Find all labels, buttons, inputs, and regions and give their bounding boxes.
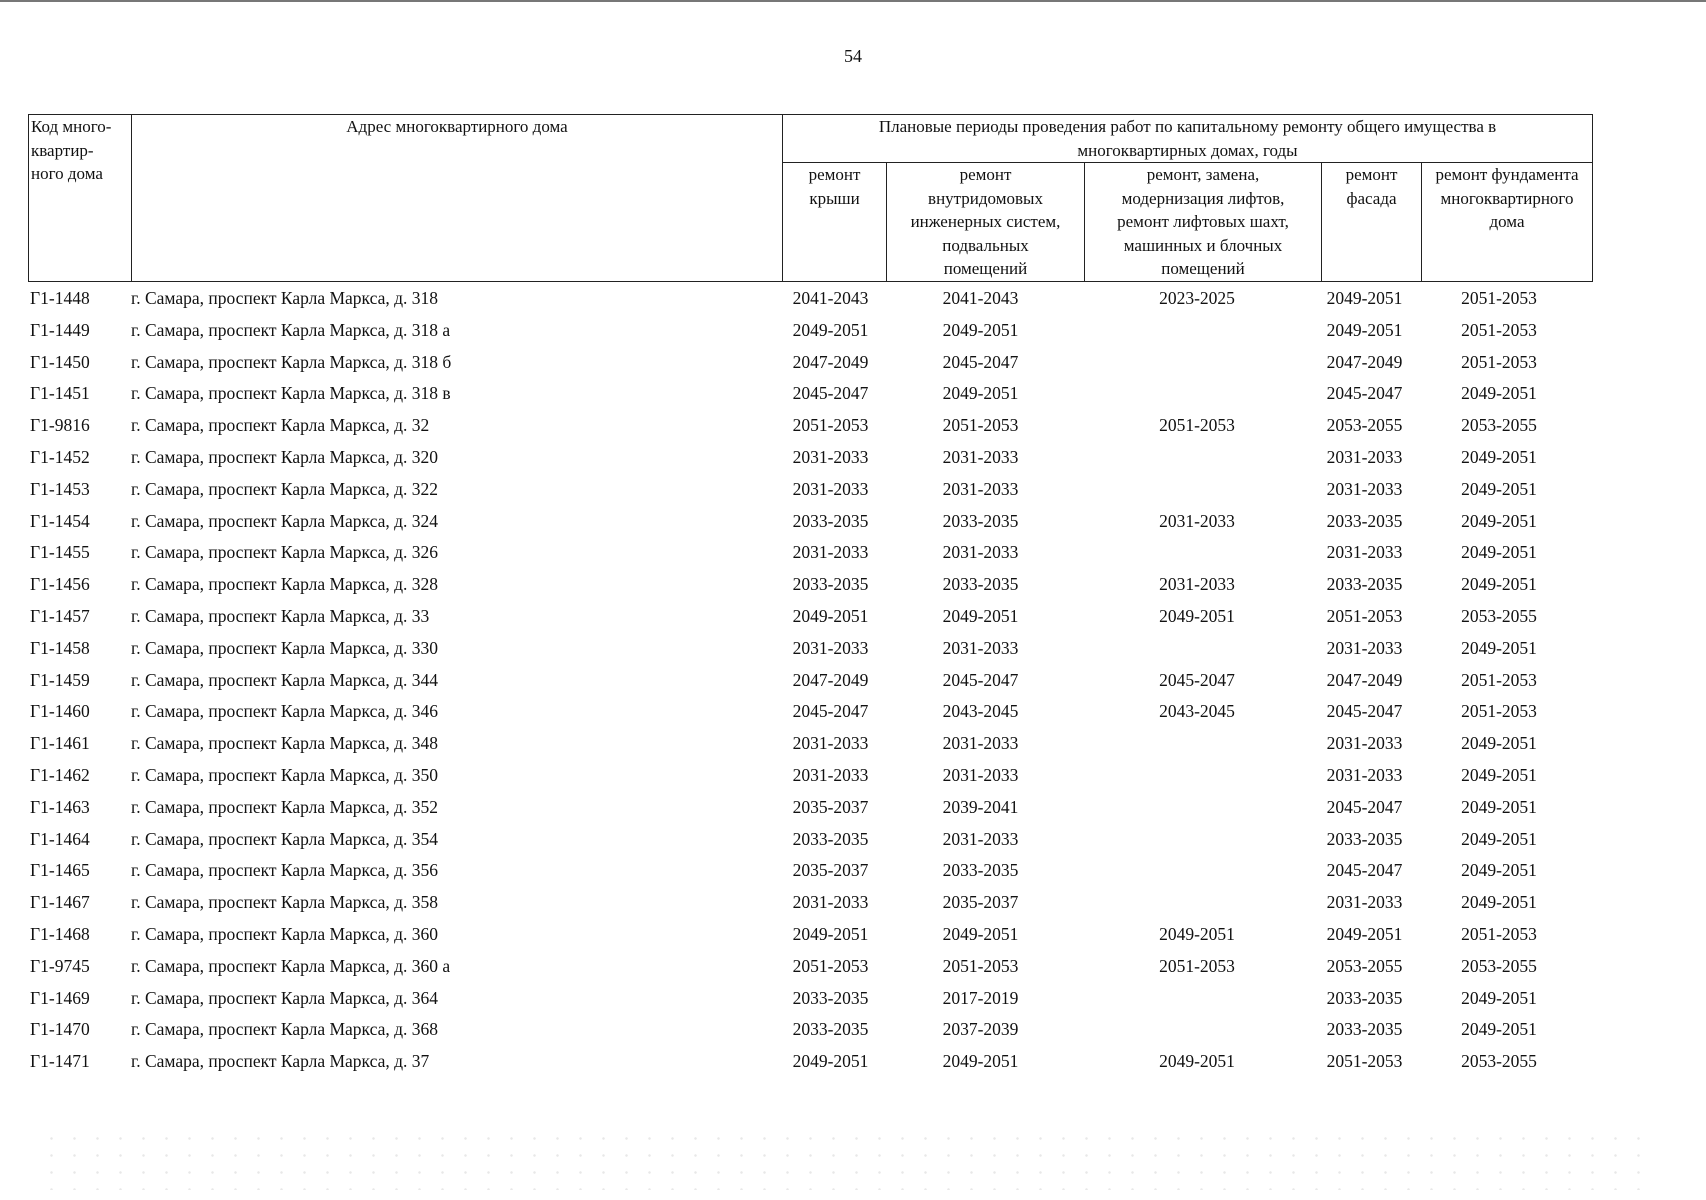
cell-code: Г1-1448	[30, 288, 90, 308]
table-row	[28, 320, 1588, 352]
cell-foundation: 2049-2051	[1461, 1019, 1537, 1040]
cell-code: Г1-1463	[30, 796, 90, 817]
cell-lift: 2049-2051	[1159, 1051, 1235, 1072]
cell-facade: 2033-2035	[1326, 1019, 1403, 1040]
header-engineering-line: инженерных систем,	[910, 212, 1061, 231]
cell-roof: 2031-2033	[792, 733, 869, 754]
header-foundation	[1422, 163, 1593, 282]
header-lift	[1085, 163, 1322, 282]
cell-facade: 2049-2051	[1326, 319, 1403, 340]
cell-roof: 2033-2035	[792, 510, 869, 531]
cell-engineering: 2043-2045	[942, 701, 1019, 722]
cell-foundation: 2049-2051	[1461, 637, 1537, 658]
table-row	[28, 479, 1588, 511]
cell-facade: 2045-2047	[1326, 383, 1403, 404]
header-engineering-line: помещений	[943, 259, 1028, 278]
cell-engineering: 2033-2035	[942, 510, 1019, 531]
cell-facade: 2031-2033	[1326, 542, 1403, 563]
header-foundation-line: дома	[1489, 212, 1525, 231]
cell-facade: 2053-2055	[1326, 955, 1403, 976]
cell-lift: 2031-2033	[1159, 510, 1235, 531]
cell-facade: 2047-2049	[1326, 669, 1403, 690]
cell-foundation: 2049-2051	[1461, 510, 1537, 531]
cell-roof: 2031-2033	[792, 892, 869, 913]
cell-engineering: 2033-2035	[942, 860, 1019, 881]
cell-roof: 2033-2035	[792, 828, 869, 849]
cell-code: Г1-1449	[30, 319, 90, 340]
cell-code: Г1-1461	[30, 733, 90, 754]
cell-foundation: 2049-2051	[1461, 796, 1537, 817]
cell-code: Г1-1464	[30, 828, 90, 849]
cell-foundation: 2053-2055	[1461, 605, 1537, 626]
cell-address: г. Самара, проспект Карла Маркса, д. 360	[131, 923, 439, 944]
header-lift-line: модернизация лифтов,	[1121, 188, 1285, 208]
table-row	[28, 511, 1588, 543]
cell-engineering: 2017-2019	[942, 987, 1019, 1008]
cell-foundation: 2053-2055	[1461, 1051, 1537, 1072]
cell-address: г. Самара, проспект Карла Маркса, д. 346	[131, 701, 439, 722]
header-periods-line: многоквартирных домах, годы	[1077, 140, 1298, 160]
table-row	[28, 415, 1588, 447]
cell-engineering: 2035-2037	[942, 892, 1019, 913]
cell-facade: 2045-2047	[1326, 860, 1403, 881]
cell-engineering: 2049-2051	[942, 923, 1019, 944]
header-lift-line: ремонт, замена,	[1146, 165, 1260, 184]
cell-facade: 2033-2035	[1326, 987, 1403, 1008]
table-row	[28, 288, 1588, 320]
cell-address: г. Самара, проспект Карла Маркса, д. 326	[131, 542, 439, 563]
cell-roof: 2041-2043	[792, 288, 869, 308]
cell-roof: 2049-2051	[792, 1051, 869, 1072]
header-engineering-line: подвальных	[942, 235, 1029, 255]
header-lift-line: машинных и блочных	[1123, 235, 1283, 255]
cell-code: Г1-9816	[30, 415, 90, 436]
cell-roof: 2047-2049	[792, 351, 869, 372]
cell-address: г. Самара, проспект Карла Маркса, д. 320	[131, 446, 439, 467]
cell-address: г. Самара, проспект Карла Маркса, д. 364	[131, 987, 439, 1008]
table-row	[28, 701, 1588, 733]
cell-code: Г1-1465	[30, 860, 90, 881]
cell-engineering: 2031-2033	[942, 828, 1019, 849]
header-roof	[783, 163, 887, 282]
cell-facade: 2031-2033	[1326, 637, 1403, 658]
cell-facade: 2051-2053	[1326, 605, 1403, 626]
cell-code: Г1-1460	[30, 701, 90, 722]
cell-address: г. Самара, проспект Карла Маркса, д. 352	[131, 796, 439, 817]
cell-foundation: 2051-2053	[1461, 319, 1537, 340]
header-roof-line: крыши	[809, 188, 860, 208]
cell-lift: 2045-2047	[1159, 669, 1235, 690]
table-row	[28, 988, 1588, 1020]
cell-facade: 2031-2033	[1326, 478, 1403, 499]
cell-foundation: 2049-2051	[1461, 383, 1537, 404]
cell-roof: 2045-2047	[792, 383, 869, 404]
cell-roof: 2033-2035	[792, 987, 869, 1008]
cell-engineering: 2045-2047	[942, 669, 1019, 690]
header-facade-line: фасада	[1346, 188, 1397, 208]
cell-roof: 2033-2035	[792, 1019, 869, 1040]
table-row	[28, 1019, 1588, 1051]
header-address	[132, 115, 783, 282]
cell-code: Г1-9745	[30, 955, 90, 976]
cell-foundation: 2053-2055	[1461, 955, 1537, 976]
header-foundation-line: многоквартирного	[1440, 188, 1574, 208]
cell-code: Г1-1471	[30, 1051, 90, 1072]
table-row	[28, 383, 1588, 415]
cell-engineering: 2031-2033	[942, 478, 1019, 499]
cell-engineering: 2045-2047	[942, 351, 1019, 372]
table-header	[28, 114, 1593, 282]
cell-foundation: 2051-2053	[1461, 351, 1537, 372]
cell-engineering: 2031-2033	[942, 542, 1019, 563]
cell-code: Г1-1456	[30, 574, 90, 595]
cell-address: г. Самара, проспект Карла Маркса, д. 328	[131, 574, 439, 595]
cell-facade: 2049-2051	[1326, 923, 1403, 944]
cell-engineering: 2031-2033	[942, 637, 1019, 658]
cell-address: г. Самара, проспект Карла Маркса, д. 318 б	[131, 351, 452, 372]
cell-facade: 2031-2033	[1326, 733, 1403, 754]
cell-address: г. Самара, проспект Карла Маркса, д. 354	[131, 828, 439, 849]
cell-foundation: 2049-2051	[1461, 478, 1537, 499]
cell-roof: 2031-2033	[792, 542, 869, 563]
cell-foundation: 2051-2053	[1461, 669, 1537, 690]
header-periods-group	[783, 115, 1593, 163]
cell-roof: 2033-2035	[792, 574, 869, 595]
table-row	[28, 352, 1588, 384]
cell-address: г. Самара, проспект Карла Маркса, д. 330	[131, 637, 439, 658]
cell-facade: 2045-2047	[1326, 701, 1403, 722]
cell-address: г. Самара, проспект Карла Маркса, д. 350	[131, 764, 439, 785]
cell-roof: 2031-2033	[792, 764, 869, 785]
cell-code: Г1-1459	[30, 669, 90, 690]
cell-foundation: 2049-2051	[1461, 860, 1537, 881]
header-periods-line: Плановые периоды проведения работ по капитальному ремонту общего имущества в	[878, 117, 1497, 136]
cell-roof: 2049-2051	[792, 605, 869, 626]
cell-facade: 2033-2035	[1326, 510, 1403, 531]
cell-engineering: 2051-2053	[942, 415, 1019, 436]
cell-engineering: 2033-2035	[942, 574, 1019, 595]
cell-address: г. Самара, проспект Карла Маркса, д. 344	[131, 669, 439, 690]
cell-facade: 2045-2047	[1326, 796, 1403, 817]
page-number: 54	[844, 46, 862, 66]
cell-foundation: 2049-2051	[1461, 987, 1537, 1008]
cell-roof: 2031-2033	[792, 478, 869, 499]
header-engineering-line: ремонт	[959, 165, 1012, 184]
cell-code: Г1-1452	[30, 446, 90, 467]
header-code-line: Код много-	[31, 117, 112, 136]
cell-engineering: 2037-2039	[942, 1019, 1019, 1040]
cell-code: Г1-1457	[30, 605, 90, 626]
table-row	[28, 1051, 1588, 1083]
cell-foundation: 2051-2053	[1461, 701, 1537, 722]
cell-foundation: 2053-2055	[1461, 415, 1537, 436]
cell-roof: 2049-2051	[792, 923, 869, 944]
cell-facade: 2051-2053	[1326, 1051, 1403, 1072]
cell-address: г. Самара, проспект Карла Маркса, д. 348	[131, 733, 439, 754]
header-code	[29, 115, 132, 282]
cell-address: г. Самара, проспект Карла Маркса, д. 318 в	[131, 383, 451, 404]
cell-engineering: 2041-2043	[942, 288, 1019, 308]
cell-engineering: 2051-2053	[942, 955, 1019, 976]
cell-facade: 2047-2049	[1326, 351, 1403, 372]
table-row	[28, 606, 1588, 638]
header-engineering-line: внутридомовых	[928, 188, 1043, 208]
table-row	[28, 829, 1588, 861]
cell-address: г. Самара, проспект Карла Маркса, д. 318	[131, 288, 439, 308]
cell-roof: 2051-2053	[792, 955, 869, 976]
cell-lift: 2049-2051	[1159, 605, 1235, 626]
cell-address: г. Самара, проспект Карла Маркса, д. 37	[131, 1051, 430, 1072]
cell-facade: 2031-2033	[1326, 764, 1403, 785]
cell-address: г. Самара, проспект Карла Маркса, д. 318 а	[131, 319, 451, 340]
header-foundation-line: ремонт фундамента	[1435, 165, 1579, 184]
table-row	[28, 733, 1588, 765]
header-facade	[1322, 163, 1422, 282]
cell-engineering: 2031-2033	[942, 764, 1019, 785]
table-row	[28, 797, 1588, 829]
cell-facade: 2033-2035	[1326, 828, 1403, 849]
cell-facade: 2049-2051	[1326, 288, 1403, 308]
cell-address: г. Самара, проспект Карла Маркса, д. 33	[131, 605, 430, 626]
header-engineering	[887, 163, 1085, 282]
cell-foundation: 2049-2051	[1461, 446, 1537, 467]
cell-address: г. Самара, проспект Карла Маркса, д. 322	[131, 478, 439, 499]
cell-code: Г1-1451	[30, 383, 90, 404]
cell-foundation: 2049-2051	[1461, 828, 1537, 849]
cell-address: г. Самара, проспект Карла Маркса, д. 358	[131, 892, 439, 913]
cell-code: Г1-1468	[30, 923, 90, 944]
table-row	[28, 542, 1588, 574]
cell-engineering: 2031-2033	[942, 733, 1019, 754]
table-row	[28, 924, 1588, 956]
header-address-label: Адрес многоквартирного дома	[346, 117, 568, 136]
cell-lift: 2049-2051	[1159, 923, 1235, 944]
cell-foundation: 2051-2053	[1461, 288, 1537, 308]
cell-address: г. Самара, проспект Карла Маркса, д. 360 а	[131, 955, 451, 976]
cell-roof: 2051-2053	[792, 415, 869, 436]
cell-engineering: 2049-2051	[942, 1051, 1019, 1072]
header-lift-line: ремонт лифтовых шахт,	[1117, 212, 1289, 231]
cell-code: Г1-1470	[30, 1019, 90, 1040]
cell-code: Г1-1469	[30, 987, 90, 1008]
cell-code: Г1-1453	[30, 478, 90, 499]
cell-foundation: 2049-2051	[1461, 574, 1537, 595]
cell-code: Г1-1467	[30, 892, 90, 913]
cell-lift: 2051-2053	[1159, 415, 1235, 436]
cell-lift: 2031-2033	[1159, 574, 1235, 595]
cell-engineering: 2049-2051	[942, 319, 1019, 340]
cell-lift: 2051-2053	[1159, 955, 1235, 976]
cell-foundation: 2049-2051	[1461, 542, 1537, 563]
table-body	[28, 288, 1588, 1083]
table-row	[28, 765, 1588, 797]
cell-roof: 2049-2051	[792, 319, 869, 340]
table-row	[28, 447, 1588, 479]
cell-facade: 2031-2033	[1326, 446, 1403, 467]
cell-foundation: 2051-2053	[1461, 923, 1537, 944]
cell-code: Г1-1455	[30, 542, 90, 563]
scan-noise	[40, 1130, 1660, 1190]
header-lift-line: помещений	[1161, 259, 1245, 278]
cell-roof: 2045-2047	[792, 701, 869, 722]
cell-code: Г1-1450	[30, 351, 90, 372]
table-row	[28, 638, 1588, 670]
cell-address: г. Самара, проспект Карла Маркса, д. 324	[131, 510, 439, 531]
top-rule	[0, 0, 1706, 2]
header-roof-line: ремонт	[808, 165, 861, 184]
cell-engineering: 2031-2033	[942, 446, 1019, 467]
header-code-line: квартир-	[31, 140, 94, 160]
cell-lift: 2043-2045	[1159, 701, 1235, 722]
cell-address: г. Самара, проспект Карла Маркса, д. 368	[131, 1019, 439, 1040]
table-row	[28, 574, 1588, 606]
cell-roof: 2031-2033	[792, 446, 869, 467]
cell-roof: 2035-2037	[792, 860, 869, 881]
header-facade-line: ремонт	[1345, 165, 1398, 184]
cell-foundation: 2049-2051	[1461, 733, 1537, 754]
cell-engineering: 2049-2051	[942, 383, 1019, 404]
cell-code: Г1-1454	[30, 510, 90, 531]
cell-facade: 2053-2055	[1326, 415, 1403, 436]
cell-facade: 2031-2033	[1326, 892, 1403, 913]
cell-engineering: 2049-2051	[942, 605, 1019, 626]
table-row	[28, 670, 1588, 702]
cell-code: Г1-1458	[30, 637, 90, 658]
cell-roof: 2035-2037	[792, 796, 869, 817]
cell-foundation: 2049-2051	[1461, 764, 1537, 785]
table-row	[28, 860, 1588, 892]
cell-foundation: 2049-2051	[1461, 892, 1537, 913]
cell-code: Г1-1462	[30, 764, 90, 785]
cell-facade: 2033-2035	[1326, 574, 1403, 595]
cell-engineering: 2039-2041	[942, 796, 1019, 817]
cell-roof: 2031-2033	[792, 637, 869, 658]
table-row	[28, 956, 1588, 988]
table-row	[28, 892, 1588, 924]
cell-address: г. Самара, проспект Карла Маркса, д. 32	[131, 415, 430, 436]
cell-lift: 2023-2025	[1159, 288, 1235, 308]
header-code-line: ного дома	[31, 164, 103, 183]
cell-address: г. Самара, проспект Карла Маркса, д. 356	[131, 860, 439, 881]
cell-roof: 2047-2049	[792, 669, 869, 690]
